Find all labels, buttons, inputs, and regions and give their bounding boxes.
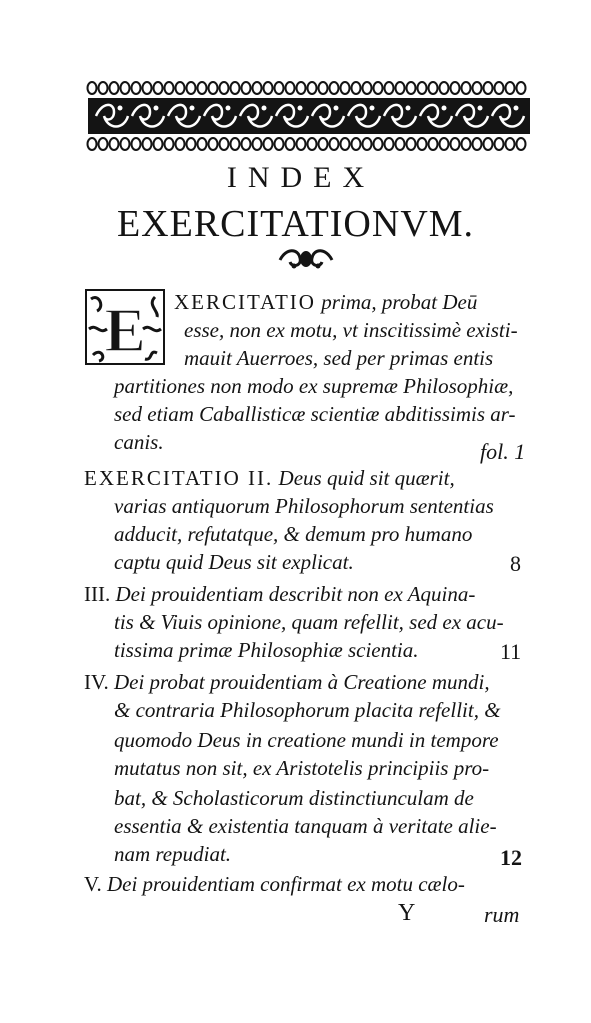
entry-4-line-1	[84, 670, 490, 694]
entry-1-line-4: partitiones non modo ex supremæ Philosophiæ,	[114, 374, 514, 398]
entry-4-line-2: & contraria Philosophorum placita refellit, &	[114, 698, 501, 722]
entry-4-text: Dei probat prouidentiam à Creatione mundi,	[108, 670, 490, 694]
entry-3-heading: III.	[84, 582, 111, 606]
entry-5-text: Dei prouidentiam confirmat ex motu cælo-	[101, 872, 465, 896]
entry-2-line-3: adducit, refutatque, & demum pro humano	[114, 522, 473, 546]
entry-4-folio: 12	[500, 845, 522, 870]
entry-2-line-4: captu quid Deus sit explicat.	[114, 550, 354, 574]
entry-2-line-2: varias antiquorum Philosophorum sententias	[114, 494, 494, 518]
entry-4-line-3: quomodo Deus in creatione mundi in tempore	[114, 728, 499, 752]
entry-3-line-1	[84, 582, 475, 606]
entry-1-line-5: sed etiam Caballisticæ scientiæ abditissimis ar-	[114, 402, 516, 426]
entry-3-text: Dei prouidentiam describit non ex Aquina-	[110, 582, 476, 606]
entry-1-line-6: canis.	[114, 430, 164, 454]
ornamental-headpiece-icon	[86, 78, 532, 154]
entry-5-heading: V.	[84, 872, 102, 896]
entry-5-line-1	[84, 872, 465, 896]
entry-2-heading: EXERCITATIO II.	[84, 466, 274, 490]
entry-4-line-6: essentia & existentia tanquam à veritate alie-	[114, 814, 497, 838]
entry-2-folio: 8	[510, 551, 521, 576]
entry-3-line-3: tissima primæ Philosophiæ scientia.	[114, 638, 419, 662]
entry-2-line-1	[84, 466, 455, 490]
entry-4-line-4: mutatus non sit, ex Aristotelis principiis pro-	[114, 756, 490, 780]
fleuron-icon	[276, 246, 336, 272]
dropcap-letter: E	[104, 297, 146, 365]
catchword: rum	[484, 902, 520, 927]
page-title-index: INDEX	[226, 161, 376, 194]
entry-4-line-7: nam repudiat.	[114, 842, 232, 866]
entry-1-heading: XERCITATIO	[174, 290, 316, 314]
entry-1-line-1	[174, 290, 477, 314]
entry-3-line-2: tis & Viuis opinione, quam refellit, sed ex acu-	[114, 610, 504, 634]
entry-4-line-5: bat, & Scholasticorum distinctiunculam de	[114, 786, 474, 810]
entry-4-heading: IV.	[84, 670, 109, 694]
signature-mark: Y	[398, 900, 416, 926]
entry-1-line-2: esse, non ex motu, vt inscitissimè existi-	[184, 318, 518, 342]
entry-1-text: prima, probat Deū	[315, 290, 478, 314]
page-title-exercitationum: EXERCITATIONVM.	[116, 203, 475, 245]
entry-1-line-3: mauit Auerroes, sed per primas entis	[184, 346, 494, 370]
entry-3-folio: 11	[500, 639, 522, 664]
entry-1-folio: fol. 1	[480, 439, 526, 464]
entry-2-text: Deus quid sit quærit,	[273, 466, 455, 490]
decorated-initial-icon	[85, 289, 165, 365]
